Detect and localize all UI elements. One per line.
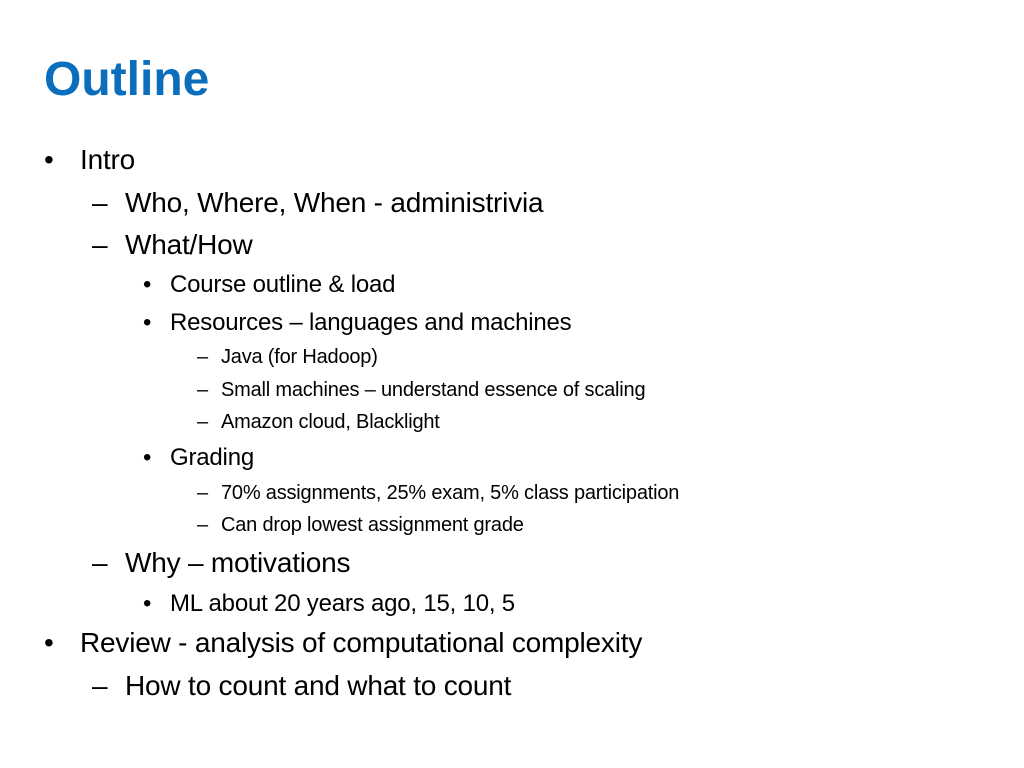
dash-marker: – xyxy=(197,411,208,433)
bullet-item-level-2 xyxy=(92,186,544,220)
bullet-marker: • xyxy=(143,271,152,298)
bullet-marker: • xyxy=(143,444,152,471)
bullet-text: How to count and what to count xyxy=(125,670,512,701)
bullet-text: What/How xyxy=(125,229,253,260)
bullet-text: Who, Where, When - administrivia xyxy=(125,187,544,218)
dash-marker: – xyxy=(92,187,108,218)
dash-marker: – xyxy=(197,346,208,368)
bullet-text: Course outline & load xyxy=(170,271,396,298)
bullet-marker: • xyxy=(143,590,152,617)
bullet-item-level-1 xyxy=(44,143,136,177)
bullet-marker: • xyxy=(44,144,54,175)
dash-marker: – xyxy=(92,547,108,578)
bullet-marker: • xyxy=(44,627,54,658)
bullet-item-level-3 xyxy=(143,308,572,338)
bullet-item-level-2 xyxy=(92,228,253,262)
bullet-text: Can drop lowest assignment grade xyxy=(221,514,524,536)
bullet-item-level-2 xyxy=(92,669,512,703)
dash-marker: – xyxy=(92,670,108,701)
bullet-item-level-4 xyxy=(197,512,524,538)
bullet-text: Java (for Hadoop) xyxy=(221,346,378,368)
bullet-marker: • xyxy=(143,309,152,336)
bullet-item-level-4 xyxy=(197,409,440,435)
dash-marker: – xyxy=(197,514,208,536)
bullet-text: Resources – languages and machines xyxy=(170,309,572,336)
bullet-item-level-1 xyxy=(44,626,643,660)
bullet-item-level-3 xyxy=(143,443,254,473)
slide-title: Outline xyxy=(44,53,210,106)
bullet-item-level-4 xyxy=(197,377,646,403)
bullet-text: Small machines – understand essence of scaling xyxy=(221,379,646,401)
bullet-text: Grading xyxy=(170,444,254,471)
bullet-text: Amazon cloud, Blacklight xyxy=(221,411,440,433)
bullet-text: ML about 20 years ago, 15, 10, 5 xyxy=(170,590,515,617)
dash-marker: – xyxy=(197,379,208,401)
dash-marker: – xyxy=(92,229,108,260)
bullet-item-level-4 xyxy=(197,344,378,370)
bullet-text: Intro xyxy=(80,144,136,175)
bullet-item-level-3 xyxy=(143,589,515,619)
bullet-item-level-2 xyxy=(92,546,351,580)
bullet-item-level-3 xyxy=(143,270,396,300)
bullet-text: Review - analysis of computational complexity xyxy=(80,627,643,658)
bullet-text: Why – motivations xyxy=(125,547,351,578)
bullet-text: 70% assignments, 25% exam, 5% class participation xyxy=(221,482,680,504)
bullet-item-level-4 xyxy=(197,480,680,506)
dash-marker: – xyxy=(197,482,208,504)
